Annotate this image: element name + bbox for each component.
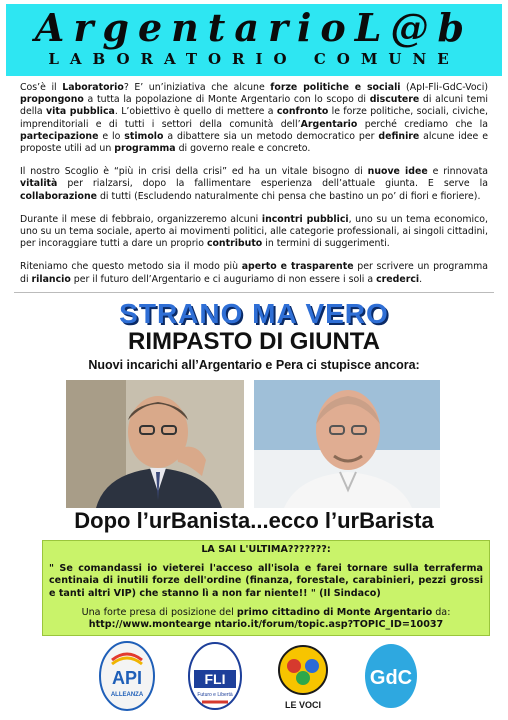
emphasis-text: contributo — [206, 238, 263, 250]
body-text-run: Durante il mese di febbraio, organizzeremo alcuni — [20, 213, 262, 225]
emphasis-text: partecipazione — [20, 130, 99, 142]
api-logo-icon — [98, 640, 156, 712]
emphasis-text: discutere — [369, 94, 420, 106]
body-text-run: per il futuro dell’Argentario e ci auguriamo di non essere i soli a — [70, 273, 377, 285]
body-text-run: e rinnovata — [427, 166, 488, 178]
emphasis-text: vita pubblica — [46, 106, 115, 118]
body-text-run: per scrivere un programma di — [20, 261, 488, 285]
emphasis-text: definire — [378, 130, 420, 142]
gdc-logo — [362, 640, 420, 712]
emphasis-text: incontri pubblici — [261, 213, 349, 225]
body-text-run: . — [419, 273, 423, 285]
fli-logo-icon — [186, 640, 244, 712]
body-text-run: Cos’è il — [20, 82, 63, 93]
body-text-run: di alcuni temi della — [20, 94, 488, 118]
le-voci-logo-icon — [274, 640, 332, 712]
fli-logo-label: FLI — [204, 671, 226, 687]
fli-logo — [186, 640, 244, 712]
emphasis-text: nuove idee — [367, 166, 428, 178]
intro-text — [20, 82, 488, 297]
body-text-run: (ApI-Fli-GdC-Voci) — [400, 82, 488, 93]
body-text-run: Riteniamo che questo metodo sia il modo più — [20, 261, 242, 273]
gdc-logo-label: GdC — [369, 667, 413, 689]
emphasis-text: propongono — [20, 94, 84, 106]
body-text-run: per rialzarsi, dopo la fallimentare esperienza dell’attuale giunta. E serve la — [57, 178, 488, 190]
body-text-run: ? E’ un’iniziativa che alcune — [123, 82, 271, 93]
fli-logo-sub: Futuro e Libertà — [197, 692, 233, 698]
intro-paragraph-1 — [20, 82, 488, 155]
body-text-run: alcune idee e proposte utili ad un — [20, 130, 488, 155]
body-text-run: . L’obiettivo è quello di mettere a — [114, 106, 277, 118]
portrait-right-image — [254, 380, 440, 508]
api-logo-sub: ALLEANZA — [110, 692, 144, 698]
masthead-subtitle: LABORATORIO COMUNE — [48, 50, 460, 68]
poster-headline: STRANO MA VERO — [119, 298, 389, 329]
portrait-photo-left — [66, 380, 244, 508]
emphasis-text: confronto — [276, 106, 329, 118]
body-text-run: , uno su un tema economico, uno su un tema sociale, aperto ai movimenti politici, alle categorie professionali, ai singoli cittadini, per incoraggiare tutti a dare un proprio — [20, 213, 488, 250]
portrait-photo-right — [254, 380, 440, 508]
callout-box — [42, 540, 490, 636]
emphasis-text: programma — [114, 143, 176, 155]
body-text-run: le forze politiche, sociali, civiche, imprenditoriali e di tutti i settori della comunità dell’ — [20, 106, 488, 130]
callout-quote: " Se comandassi io vieterei l'acceso all'isola e farei tornare sulla terraferma centinaia di inutili forze dell'ordine (finanza, forestale, carabinieri, pezzi grossi e tanti altri VIP) che stanno lì a non far niente!! " (Il Sindaco) — [49, 563, 483, 599]
body-text-run: Il nostro Scoglio è “più in crisi della crisi” ed ha un vitale bisogno di — [20, 166, 368, 178]
emphasis-text: rilancio — [31, 273, 71, 285]
emphasis-text: aperto e trasparente — [241, 261, 354, 273]
poster-tagline: Nuovi incarichi all’Argentario e Pera ci stupisce ancora: — [88, 358, 420, 372]
callout-title: LA SAI L'ULTIMA???????: — [201, 544, 331, 555]
callout-source-pre: Una forte presa di posizione del — [81, 607, 237, 618]
masthead-title: ArgentarioL@b — [34, 5, 474, 50]
poster-subheadline: RIMPASTO DI GIUNTA — [128, 328, 380, 355]
gdc-logo-icon — [362, 640, 420, 712]
divider — [14, 292, 494, 293]
api-logo — [98, 640, 156, 712]
emphasis-text: Argentario — [300, 118, 358, 130]
callout-source-post: da: — [432, 607, 451, 618]
body-text-run: a tutta la popolazione di Monte Argentario con lo scopo di — [83, 94, 370, 106]
body-text-run: a dibattere sia un metodo democratico per — [163, 130, 379, 142]
poster-caption: Dopo l’urBanista...ecco l’urBarista — [74, 508, 434, 533]
le-voci-logo-label: LE VOCI — [284, 700, 322, 710]
portrait-left-image — [66, 380, 244, 508]
party-logos — [98, 640, 438, 716]
masthead — [6, 4, 502, 76]
emphasis-text: vitalità — [20, 178, 58, 190]
api-logo-label: API — [111, 668, 143, 688]
body-text-run: perché crediamo che la — [357, 118, 488, 130]
body-text-run: e lo — [98, 130, 125, 142]
emphasis-text: Laboratorio — [62, 82, 124, 93]
satire-poster — [58, 296, 450, 536]
emphasis-text: stimolo — [124, 130, 164, 142]
intro-paragraph-4 — [20, 261, 488, 285]
emphasis-text: crederci — [376, 273, 420, 285]
callout-source — [43, 607, 489, 631]
body-text-run: di tutti (Escludendo naturalmente chi pensa che bastino un po’ di fiori e fioriere). — [97, 190, 481, 202]
callout-source-bold: primo cittadino di Monte Argentario — [236, 607, 433, 618]
intro-paragraph-2 — [20, 166, 488, 203]
emphasis-text: collaborazione — [20, 190, 97, 202]
body-text-run: di governo reale e concreto. — [175, 143, 311, 155]
body-text-run: in termini di suggerimenti. — [262, 238, 390, 250]
emphasis-text: forze politiche e sociali — [270, 82, 401, 93]
le-voci-logo — [274, 640, 332, 712]
intro-paragraph-3 — [20, 214, 488, 251]
callout-link[interactable]: http://www.montearge ntario.it/forum/topic.asp?TOPIC_ID=10037 — [88, 619, 444, 630]
